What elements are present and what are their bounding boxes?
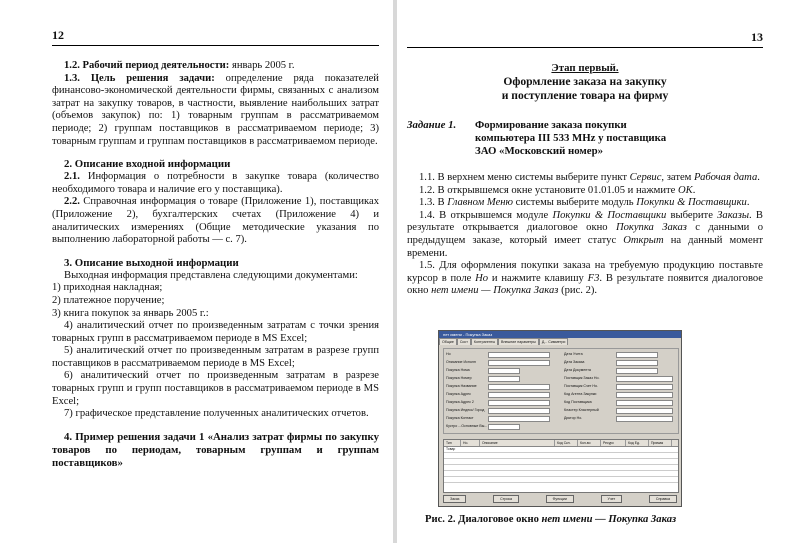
dialog-button: Учет bbox=[601, 495, 623, 503]
dialog-button: Справка bbox=[649, 495, 677, 503]
right-text bbox=[407, 172, 763, 298]
dialog-button: Заказ bbox=[443, 495, 466, 503]
dialog-screenshot bbox=[438, 330, 682, 507]
section-1-2: 1.2. Рабочий период деятельности: январь 2005 г. bbox=[64, 60, 295, 71]
dialog-tab: Сост bbox=[457, 338, 471, 345]
dialog-tabs bbox=[439, 338, 681, 345]
output-item: 7) графическое представление полученных аналитических отчетов. bbox=[64, 408, 369, 420]
task-title: Формирование заказа покупки компьютера III 533 MHz у поставщика ЗАО «Московский номер» bbox=[475, 119, 667, 157]
title-line-2: и поступление товара на фирму bbox=[501, 89, 669, 102]
task-heading bbox=[407, 119, 763, 158]
dialog-buttons bbox=[443, 495, 677, 503]
grid-header: Тип Но. Описание Код Скл. Кол-во Ресурс Код Ед. Прямая bbox=[444, 440, 678, 447]
page-number-right: 13 bbox=[751, 30, 763, 44]
section-2-2: 2.2. Справочная информация о товаре (Приложение 1), поставщиках (Приложение 2), бухгалтерских счетах (Приложение 4) и аналитических измерениях (Общие методические указания по выполнению лабораторной работы — с. 7). bbox=[52, 196, 379, 246]
task-label: Задание 1. bbox=[407, 119, 457, 131]
section-1-3: 1.3. Цель решения задачи: определение ряда показателей финансово-экономической деятельности фирмы, связанных с анализом затрат на закупку товаров, в частности, выявление наибольших затрат (объемов закупок) по: 1) товарным группам в рассматриваемом периоде; 2) группам поставщиков в рассматриваемом периоде; 3) товарным группам и группам поставщиков в рассматриваемом периоде. bbox=[52, 72, 379, 147]
page-number-left: 12 bbox=[52, 28, 64, 42]
title-line-1: Оформление заказа на закупку bbox=[503, 75, 667, 88]
step-1-1: 1.1. В верхнем меню системы выберите пункт Сервис, затем Рабочая дата. bbox=[419, 172, 760, 183]
heading-2: 2. Описание входной информации bbox=[64, 158, 231, 171]
step-1-3: 1.3. В Главном Меню системы выберите модуль Покупки & Поставщики. bbox=[419, 197, 750, 209]
output-intro: Выходная информация представлена следующими документами: bbox=[64, 269, 358, 281]
dialog-title-bar: нет имени - Покупка Заказ bbox=[439, 331, 681, 338]
dialog-button: Строка bbox=[493, 495, 519, 503]
step-1-2: 1.2. В открывшемся окне установите 01.01.05 и нажмите OK. bbox=[419, 184, 696, 196]
dialog-button: Функции bbox=[546, 495, 574, 503]
dialog-tab: Общие bbox=[439, 338, 457, 345]
left-page bbox=[0, 0, 393, 543]
heading-3: 3. Описание выходной информации bbox=[64, 256, 239, 269]
stage-heading: Этап первый. bbox=[551, 62, 619, 74]
output-item: 1) приходная накладная; bbox=[52, 282, 163, 294]
dialog-tab: Контрагенты bbox=[471, 338, 498, 345]
output-item: 4) аналитический отчет по произведенным затратам с точки зрения товарных групп в рассматриваемом периоде в MS Excel; bbox=[52, 320, 379, 344]
section-2-1: 2.1. Информация о потребности в закупке товара (количество необходимого товара и наличие его у поставщика). bbox=[52, 171, 379, 195]
output-item: 6) аналитический отчет по произведенным затратам в разрезе товарных групп и групп поставщиков в рассматриваемом периоде в MS Excel; bbox=[52, 370, 379, 407]
figure-caption: Рис. 2. Диалоговое окно нет имени — Покупка Заказ bbox=[425, 514, 677, 525]
left-text bbox=[52, 60, 379, 470]
grid-row: Товар bbox=[444, 447, 678, 453]
output-item: 3) книга покупок за январь 2005 г.: bbox=[52, 307, 209, 319]
dialog-tab: Внешние параметры bbox=[498, 338, 539, 345]
dialog-form: Но Описание Исполн Покупка Нома Покупка Номер Покупка Название Покупка Адрес Покупка Адрес 2 Покупка Индекс/ Город Покупка Контакт Кустро ...Основные Вы... Дата Учета Дата Заказа Дата Документа Поставщик Заказ Но. Поставщик Счет Но. Код Агента Закупки Код Поставщика Кластер Кластерный Диктор Но. bbox=[443, 348, 679, 434]
heading-4: 4. Пример решения задачи 1 «Анализ затрат фирмы по закупку товаров по периодам, товарным группам и группам поставщиков» bbox=[52, 430, 379, 469]
dialog-tab: Д... Симметри bbox=[539, 338, 569, 345]
output-item: 2) платежное поручение; bbox=[52, 294, 165, 306]
step-1-5: 1.5. Для оформления покупки заказа на требуемую продукцию поставьте курсор в поле Но и нажмите клавишу F3. В результате появится диалоговое окно нет имени — Покупка Заказ (рис. 2). bbox=[407, 260, 764, 297]
output-item: 5) аналитический отчет по произведенным затратам в разрезе групп поставщиков в рассматриваемом периоде в MS Excel; bbox=[52, 345, 379, 369]
step-1-4: 1.4. В открывшемся модуле Покупки & Поставщики выберите Заказы. В результате открывается диалоговое окно Покупка Заказ с данными о предыдущем заказе, который имеет статус Открыт на данный момент времени. bbox=[407, 209, 764, 259]
dialog-lines-grid bbox=[443, 439, 679, 493]
